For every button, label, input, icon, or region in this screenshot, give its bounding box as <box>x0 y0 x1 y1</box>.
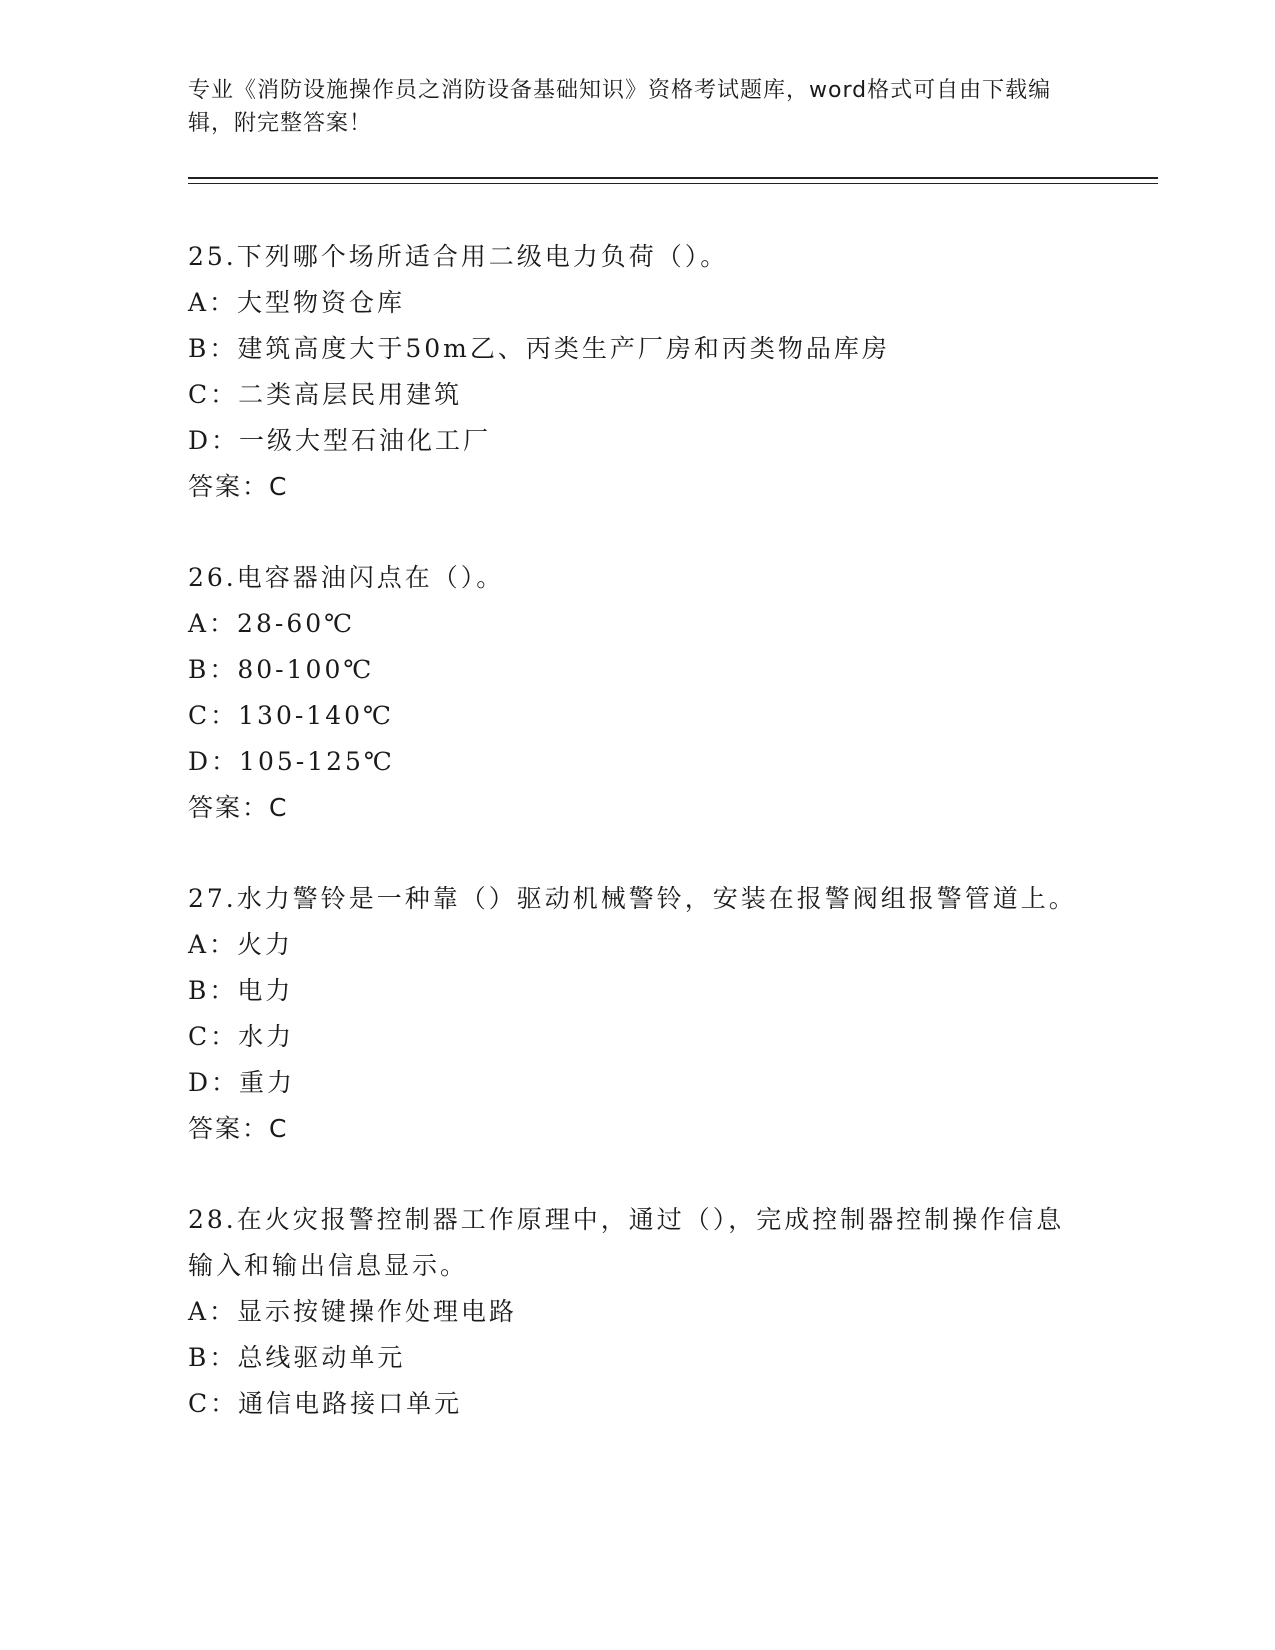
question-27 <box>188 876 1088 1152</box>
question-25 <box>188 234 1088 510</box>
option-a: A：大型物资仓库 <box>188 288 406 317</box>
header-divider-thick <box>188 177 1158 179</box>
option-c: C：130-140℃ <box>188 701 394 730</box>
option-d: D：重力 <box>188 1068 296 1097</box>
answer-line: 答案：C <box>188 793 289 822</box>
question-28 <box>188 1197 1088 1427</box>
option-a: A：火力 <box>188 930 294 959</box>
option-a: A：28-60℃ <box>188 609 356 638</box>
option-b: B：建筑高度大于50m乙、丙类生产厂房和丙类物品库房 <box>188 334 890 363</box>
question-stem: 26.电容器油闪点在（）。 <box>188 563 505 592</box>
question-list <box>188 234 1088 1472</box>
option-d: D：105-125℃ <box>188 747 395 776</box>
document-header: 专业《消防设施操作员之消防设备基础知识》资格考试题库，word格式可自由下载编辑，附完整答案！ <box>188 78 1052 136</box>
option-c: C：通信电路接口单元 <box>188 1389 463 1418</box>
question-26 <box>188 555 1088 831</box>
option-d: D：一级大型石油化工厂 <box>188 426 492 455</box>
question-stem: 28.在火灾报警控制器工作原理中，通过（），完成控制器控制操作信息输入和输出信息显示。 <box>188 1205 1065 1280</box>
option-b: B：电力 <box>188 976 294 1005</box>
answer-line: 答案：C <box>188 472 289 501</box>
option-b: B：80-100℃ <box>188 655 375 684</box>
question-stem: 25.下列哪个场所适合用二级电力负荷（）。 <box>188 242 729 271</box>
header-divider-thin <box>188 183 1158 184</box>
option-b: B：总线驱动单元 <box>188 1343 406 1372</box>
answer-line: 答案：C <box>188 1114 289 1143</box>
option-c: C：二类高层民用建筑 <box>188 380 463 409</box>
option-c: C：水力 <box>188 1022 295 1051</box>
option-a: A：显示按键操作处理电路 <box>188 1297 518 1326</box>
question-stem: 27.水力警铃是一种靠（）驱动机械警铃，安装在报警阀组报警管道上。 <box>188 884 1077 913</box>
